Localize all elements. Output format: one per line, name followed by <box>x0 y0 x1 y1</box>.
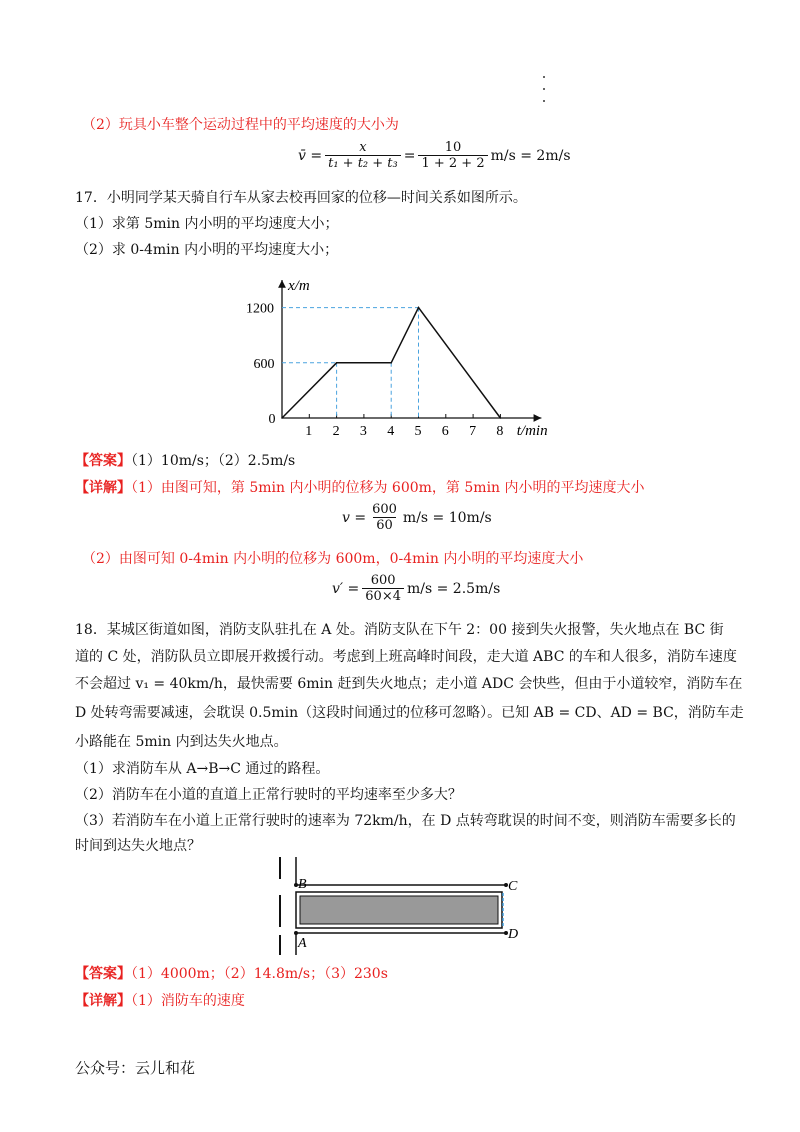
data-point-1 <box>336 362 338 364</box>
data-point-0 <box>281 417 283 419</box>
p18-line4: D 处转弯需要减速，会耽误 0.5min（这段时间通过的位移可忽略）。已知 AB = CD、AD = BC，消防车走 <box>75 705 744 721</box>
x-tick-label-7: 7 <box>469 424 477 439</box>
p18-answer-text: （1）4000m；（2）14.8m/s；（3）230s <box>131 966 388 982</box>
p17-eq1-num: 600 <box>372 502 397 517</box>
corner-dots <box>543 76 545 112</box>
p18-answer-label: 【答案】 <box>75 966 131 982</box>
p16-frac2-num: 10 <box>444 140 462 155</box>
p16-frac1 <box>325 140 401 171</box>
p17-answer-label: 【答案】 <box>75 453 131 469</box>
x-tick-label-5: 5 <box>414 424 422 439</box>
x-tick-label-1: 1 <box>305 424 313 439</box>
label-B: B <box>298 877 307 892</box>
city-block <box>300 896 498 924</box>
p17-answer <box>75 451 295 471</box>
p17-eq1 <box>342 502 492 533</box>
street-diagram <box>270 855 530 957</box>
p18-line3: 不会超过 v₁ = 40km/h，最快需要 6min 赶到失火地点；走小道 ADC 会快些，但由于小道较窄，消防车在 <box>75 676 743 692</box>
data-point-4 <box>500 417 502 419</box>
p18-q1: （1）求消防车从 A→B→C 通过的路程。 <box>75 761 330 777</box>
label-C: C <box>508 879 518 894</box>
p17-eq2-num: 600 <box>370 573 396 588</box>
p16-part2-text: （2）玩具小车整个运动过程中的平均速度的大小为 <box>82 117 399 133</box>
y-tick-label-1200: 1200 <box>246 301 274 317</box>
p18-q2: （2）消防车在小道的直道上正常行驶时的平均速率至少多大？ <box>75 787 462 803</box>
y-axis-label: x/m <box>288 278 310 294</box>
p17-eq2-tail: m/s = 2.5m/s <box>407 580 501 597</box>
p17-detail2: （2）由图可知 0-4min 内小明的位移为 600m，0-4min 内小明的平均速度大小 <box>82 551 584 567</box>
p16-eq-lhs: v̄ <box>298 147 306 164</box>
p17-q1: （1）求第 5min 内小明的平均速度大小； <box>75 216 339 232</box>
x-tick-label-6: 6 <box>441 424 449 439</box>
p17-stem: 17．小明同学某天骑自行车从家去校再回家的位移—时间关系如图所示。 <box>75 190 527 206</box>
p17-detail1 <box>75 478 645 498</box>
p17-eq2-frac <box>362 573 404 604</box>
label-D: D <box>508 927 519 942</box>
data-point-3 <box>418 307 420 309</box>
p18-detail1-text: （1）消防车的速度 <box>131 993 245 1009</box>
p17-eq2-lhs: v′ = <box>332 580 360 597</box>
label-A: A <box>298 936 307 951</box>
x-tick-label-8: 8 <box>496 424 504 439</box>
p17-eq1-den: 60 <box>373 517 396 533</box>
p17-eq2 <box>332 573 500 604</box>
p16-frac2 <box>418 140 487 171</box>
y-tick-label-600: 600 <box>253 356 275 372</box>
y-tick-label-0: 0 <box>268 412 276 427</box>
position-time-chart <box>230 262 570 442</box>
p18-detail1 <box>75 991 245 1011</box>
p17-eq1-frac <box>369 502 400 533</box>
p18-detail-label: 【详解】 <box>75 993 131 1009</box>
p17-detail1-text: （1）由图可知，第 5min 内小明的位移为 600m，第 5min 内小明的平均速度大小 <box>131 480 645 496</box>
p16-frac1-den: t₁ + t₂ + t₃ <box>325 155 401 171</box>
p17-q2: （2）求 0-4min 内小明的平均速度大小； <box>75 242 339 258</box>
x-axis-label: t/min <box>516 423 548 439</box>
p16-frac1-num: x <box>359 140 367 155</box>
x-tick-label-4: 4 <box>387 424 395 439</box>
point-A <box>294 931 298 935</box>
x-tick-label-3: 3 <box>359 424 367 439</box>
p18-answer <box>75 964 388 984</box>
p18-line2: 道的 C 处，消防队员立即展开救援行动。考虑到上班高峰时间段，走大道 ABC 的车和人很多，消防车速度 <box>75 649 737 665</box>
p18-line5: 小路能在 5min 内到达失火地点。 <box>75 734 288 750</box>
data-point-2 <box>390 362 392 364</box>
p18-q3a: （3）若消防车在小道上正常行驶时的速率为 72km/h，在 D 点转弯耽误的时间不变，则消防车需要多长的 <box>75 813 736 829</box>
footer-account: 公众号：云儿和花 <box>75 1059 196 1077</box>
p17-eq2-den: 60×4 <box>362 588 404 604</box>
p17-detail-label: 【详解】 <box>75 480 131 496</box>
p16-frac2-den: 1 + 2 + 2 <box>418 155 487 171</box>
p17-answer-text: （1）10m/s；（2）2.5m/s <box>131 453 296 469</box>
p18-line1: 18．某城区街道如图，消防支队驻扎在 A 处。消防支队在下午 2：00 接到失火报警，失火地点在 BC 街 <box>75 622 724 638</box>
p17-eq1-tail: m/s = 10m/s <box>402 509 492 526</box>
p16-eq-tail: m/s = 2m/s <box>490 147 571 164</box>
p16-equation: v̄ = $\frac{x}{\text{t₁ + t₂ + t₃}}$ = $\frac{10}{1 + 2 + 2}$ m/s = 2m/s <box>298 140 571 171</box>
p17-eq1-lhs: v = <box>342 509 367 526</box>
p18-q3b: 时间到达失火地点？ <box>75 838 201 854</box>
x-tick-label-2: 2 <box>332 424 340 439</box>
